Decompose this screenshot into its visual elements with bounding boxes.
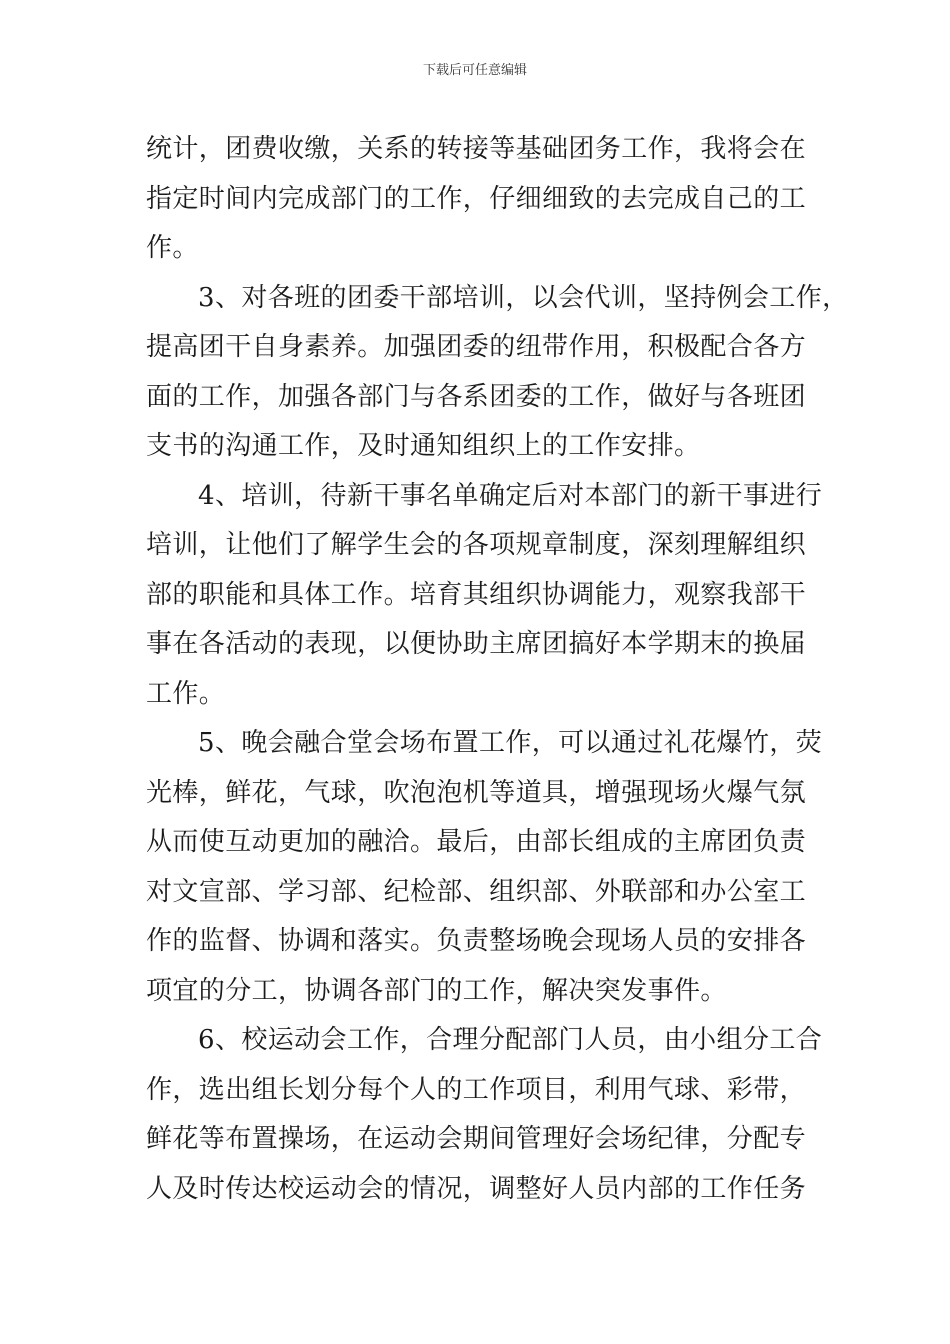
text-line: 人及时传达校运动会的情况，调整好人员内部的工作任务 bbox=[146, 1173, 807, 1204]
document-body bbox=[146, 125, 849, 1214]
page-header: 下载后可任意编辑 bbox=[422, 63, 527, 78]
text-line: 事在各活动的表现，以便协助主席团搞好本学期末的换届 bbox=[146, 629, 807, 659]
text-line: 统计，团费收缴，关系的转接等基础团务工作，我将会在 bbox=[146, 134, 807, 164]
text-line: 从而使互动更加的融洽。最后，由部长组成的主席团负责 bbox=[146, 827, 807, 857]
text-line: 指定时间内完成部门的工作，仔细细致的去完成自己的工 bbox=[146, 183, 807, 214]
text-line: 提高团干自身素养。加强团委的纽带作用，积极配合各方 bbox=[146, 332, 807, 362]
text-line: 部的职能和具体工作。培育其组织协调能力，观察我部干 bbox=[146, 579, 807, 610]
text-line: 面的工作，加强各部门与各系团委的工作，做好与各班团 bbox=[146, 381, 807, 412]
text-line: 鲜花等布置操场，在运动会期间管理好会场纪律，分配专 bbox=[146, 1124, 807, 1154]
text-line: 作。 bbox=[146, 233, 199, 263]
text-line: 4、培训，待新干事名单确定后对本部门的新干事进行 bbox=[198, 480, 823, 511]
text-line: 作，选出组长划分每个人的工作项目，利用气球、彩带， bbox=[146, 1074, 807, 1105]
text-line: 6、校运动会工作，合理分配部门人员，由小组分工合 bbox=[198, 1025, 823, 1055]
text-line: 培训，让他们了解学生会的各项规章制度，深刻理解组织 bbox=[146, 530, 807, 560]
text-line: 对文宣部、学习部、纪检部、组织部、外联部和办公室工 bbox=[146, 876, 807, 907]
text-line: 作的监督、协调和落实。负责整场晚会现场人员的安排各 bbox=[146, 926, 807, 956]
text-line: 光棒，鲜花，气球，吹泡泡机等道具，增强现场火爆气氛 bbox=[146, 777, 807, 808]
text-line: 3、对各班的团委干部培训，以会代训，坚持例会工作， bbox=[198, 282, 849, 313]
text-line: 支书的沟通工作，及时通知组织上的工作安排。 bbox=[146, 431, 701, 461]
text-line: 5、晚会融合堂会场布置工作，可以通过礼花爆竹，荧 bbox=[198, 728, 823, 758]
text-line: 工作。 bbox=[146, 678, 226, 709]
text-line: 项宜的分工，协调各部门的工作，解决突发事件。 bbox=[146, 975, 727, 1006]
